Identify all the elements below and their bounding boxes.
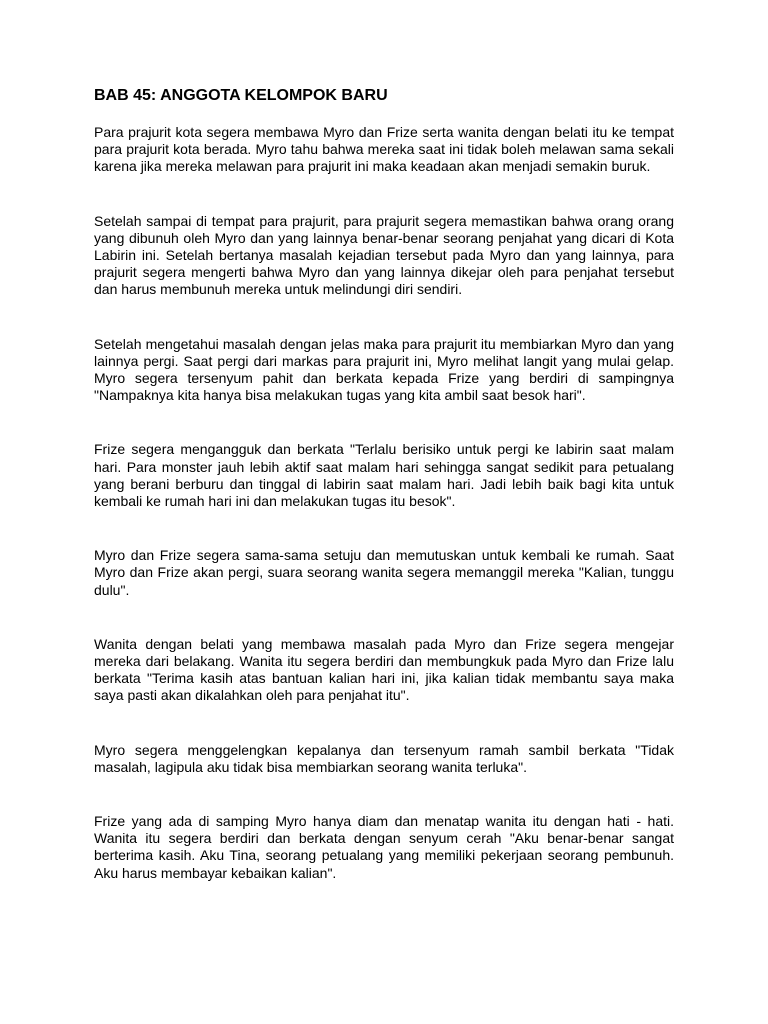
paragraph-5: Myro dan Frize segera sama-sama setuju dan memutuskan untuk kembali ke rumah. Saat Myro dan Frize akan pergi, suara seorang wanita segera memanggil mereka "Kalian, tunggu dulu". [94, 547, 674, 598]
document-page [94, 86, 674, 919]
paragraph-4: Frize segera mengangguk dan berkata "Terlalu berisiko untuk pergi ke labirin saat malam hari. Para monster jauh lebih aktif saat malam hari sehingga sangat sedikit para petualang yang berani berburu dan tinggal di labirin saat malam hari. Jadi lebih baik bagi kita untuk kembali ke rumah hari ini dan melakukan tugas itu besok". [94, 441, 674, 510]
paragraph-7: Myro segera menggelengkan kepalanya dan tersenyum ramah sambil berkata "Tidak masalah, lagipula aku tidak bisa membiarkan seorang wanita terluka". [94, 741, 674, 775]
chapter-title: BAB 45: ANGGOTA KELOMPOK BARU [94, 87, 388, 104]
paragraph-6: Wanita dengan belati yang membawa masalah pada Myro dan Frize segera mengejar mereka dari belakang. Wanita itu segera berdiri dan membungkuk pada Myro dan Frize lalu berkata "Terima kasih atas bantuan kalian hari ini, jika kalian tidak membantu saya maka saya pasti akan dikalahkan oleh para penjahat itu". [94, 635, 674, 704]
paragraph-8: Frize yang ada di samping Myro hanya diam dan menatap wanita itu dengan hati - hati. Wanita itu segera berdiri dan berkata dengan senyum cerah "Aku benar-benar sangat berterima kasih. Aku Tina, seorang petualang yang memiliki pekerjaan seorang pembunuh. Aku harus membayar kebaikan kalian". [94, 813, 674, 881]
paragraph-2: Setelah sampai di tempat para prajurit, para prajurit segera memastikan bahwa orang orang yang dibunuh oleh Myro dan yang lainnya benar-benar seorang penjahat yang dicari di Kota Labirin ini. Setelah bertanya masalah kejadian tersebut pada Myro dan yang lainnya, para prajurit segera mengerti bahwa Myro dan yang lainnya dikejar oleh para penjahat tersebut dan harus membunuh mereka untuk melindungi diri sendiri. [94, 212, 674, 298]
paragraph-1: Para prajurit kota segera membawa Myro dan Frize serta wanita dengan belati itu ke tempat para prajurit kota berada. Myro tahu bahwa mereka saat ini tidak boleh melawan sama sekali karena jika mereka melawan para prajurit ini maka keadaan akan menjadi semakin buruk. [94, 124, 674, 175]
paragraph-3: Setelah mengetahui masalah dengan jelas maka para prajurit itu membiarkan Myro dan yang lainnya pergi. Saat pergi dari markas para prajurit ini, Myro melihat langit yang mulai gelap. Myro segera tersenyum pahit dan berkata kepada Frize yang berdiri di sampingnya "Nampaknya kita hanya bisa melakukan tugas yang kita ambil saat besok hari". [94, 335, 674, 404]
